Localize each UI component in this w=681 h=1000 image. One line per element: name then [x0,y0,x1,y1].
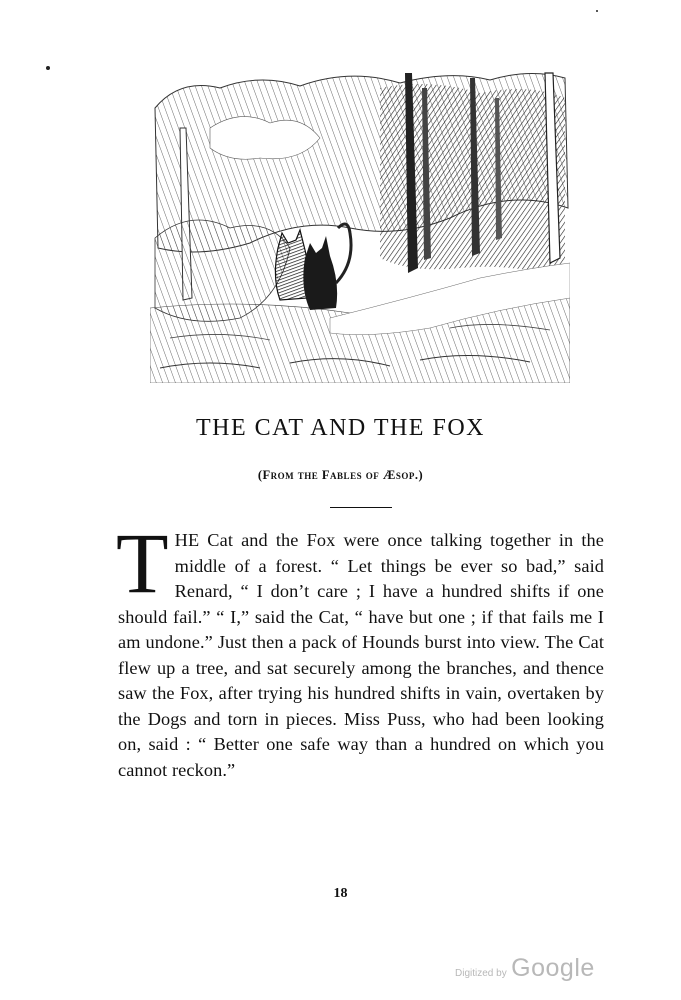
divider-rule [330,507,392,508]
drop-cap: T [116,515,169,611]
ink-speck [596,10,598,12]
illustration-engraving [150,68,570,383]
story-body-text: HE Cat and the Fox were once talking together in the middle of a forest. “ Let things be ever so bad,” said Renard, “ I don’t care ; I have a hundred shifts if one should fail.” “ I,” said the Cat, “ have but one ; if that fails me I am undone.” Just then a pack of Hounds burst into view. The Cat flew up a tree, and sat securely among the branches, and thence saw the Fox, after trying his hundred shifts in vain, overtaken by the Dogs and torn in pieces. Miss Puss, who had been looking on, said : “ Better one safe way than a hundred on which you cannot reckon.” [118,530,604,780]
watermark-prefix: Digitized by [455,968,507,979]
watermark-brand: Google [511,954,595,982]
story-body [116,515,604,783]
story-title: THE CAT AND THE FOX [196,415,485,441]
page-number: 18 [333,886,348,901]
story-source-subtitle: (From the Fables of Æsop.) [257,468,424,482]
digitized-watermark [455,954,595,983]
ink-speck [46,66,50,70]
